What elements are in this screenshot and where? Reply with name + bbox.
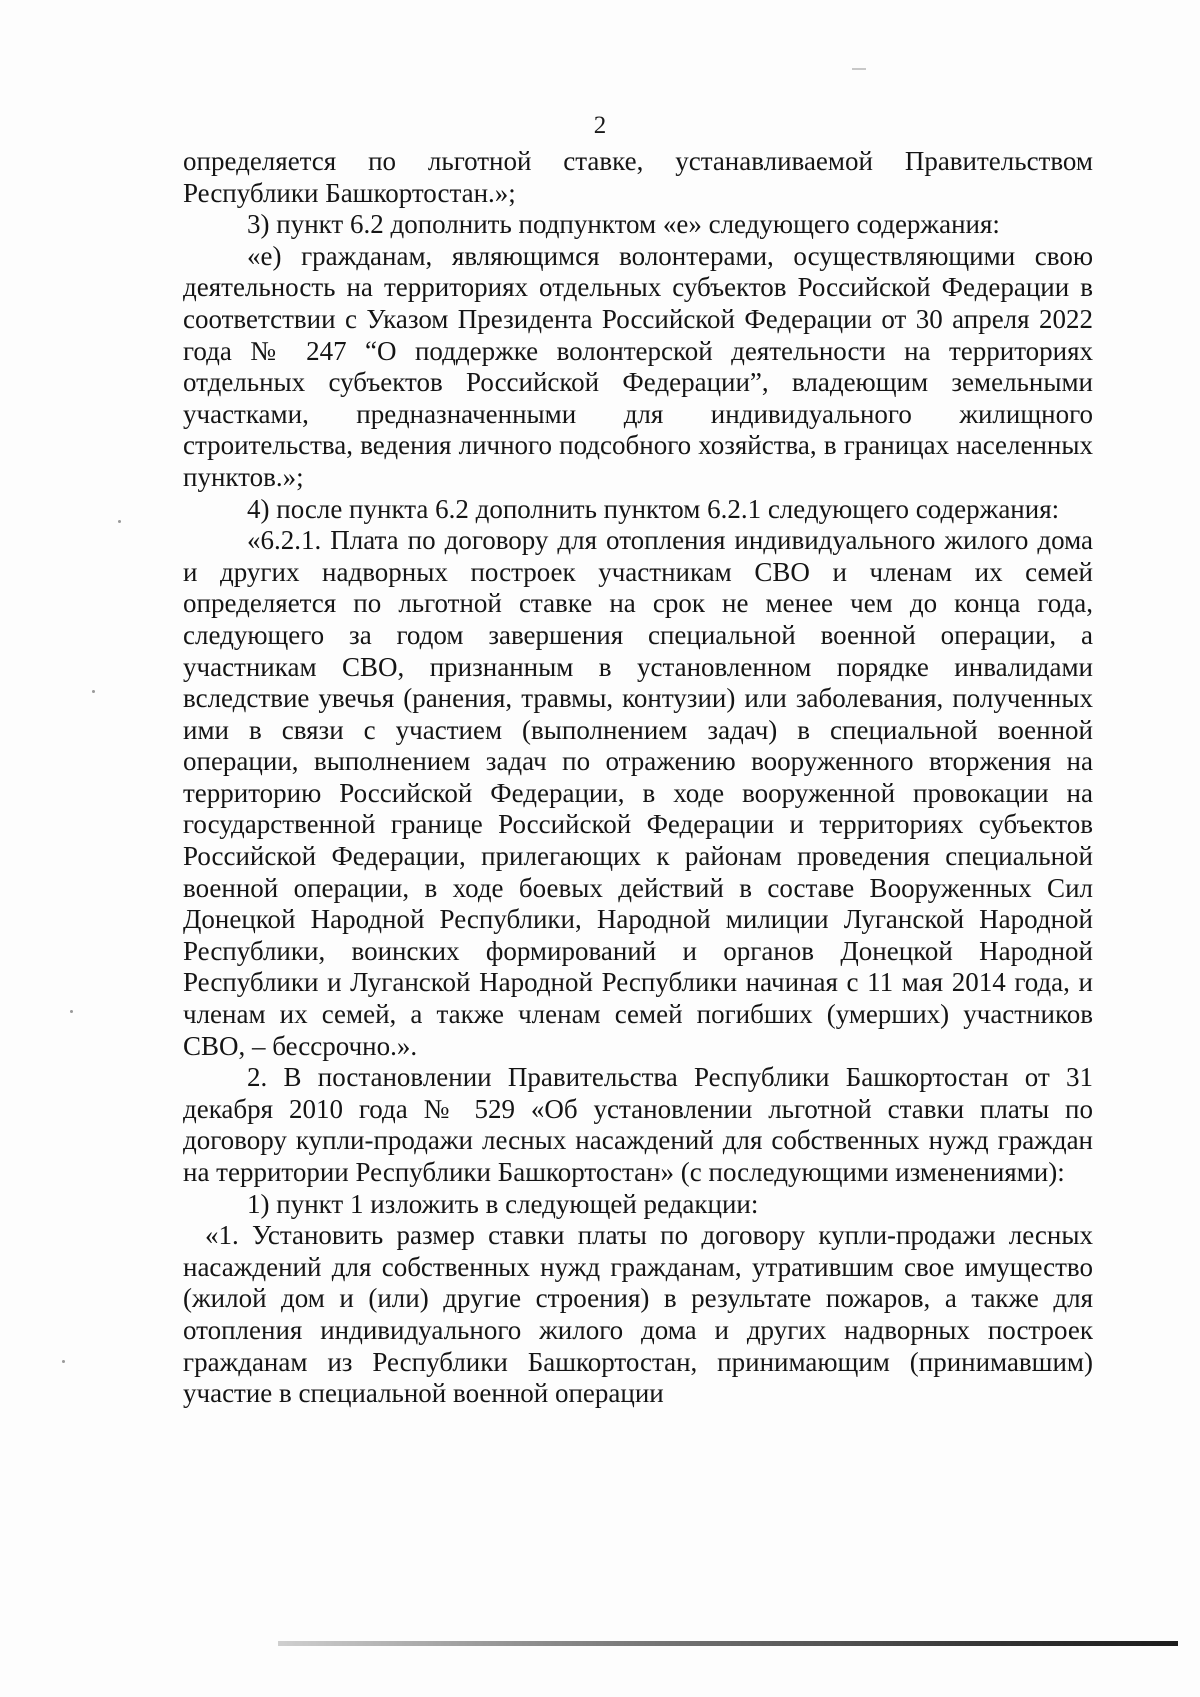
paragraph-clause-1: «1. Установить размер ставки платы по договору купли-продажи лесных насаждений для собственных нужд гражданам, утратившим свое имущество (жилой дом и (или) другие строения) в результате пожаров, а также для отопления индивидуального жилого дома и других надворных построек гражданам из Республики Башкортостан, принимающим (принимавшим) участие в специальной военной операции [183, 1220, 1093, 1409]
paragraph-subitem-e: «е) гражданам, являющимся волонтерами, осуществляющими свою деятельность на территориях отдельных субъектов Российской Федерации в соответствии с Указом Президента Российской Федерации от 30 апреля 2022 года № 247 “О поддержке волонтерской деятельности на территориях отдельных субъектов Российской Федерации”, владеющим земельными участками, предназначенными для индивидуального жилищного строительства, ведения личного подсобного хозяйства, в границах населенных пунктов.»; [183, 240, 1093, 492]
paragraph-6-2-1: «6.2.1. Плата по договору для отопления индивидуального жилого дома и других надворных построек участникам СВО и членам их семей определяется по льготной ставке на срок не менее чем до конца года, следующего за годом завершения специальной военной операции, а участникам СВО, признанным в установленном порядке инвалидами вследствие увечья (ранения, травмы, контузии) или заболевания, полученных ими в связи с участием (выполнением задач) в специальной военной операции, выполнением задач по отражению вооруженного вторжения на территорию Российской Федерации, в ходе вооруженной провокации на государственной границе Российской Федерации и территориях субъектов Российской Федерации, прилегающих к районам проведения специальной военной операции, в ходе боевых действий в составе Вооруженных Сил Донецкой Народной Республики, Народной милиции Луганской Народной Республики, воинских формирований и органов Донецкой Народной Республики и Луганской Народной Республики начиная с 11 мая 2014 года, и членам их семей, а также членам семей погибших (умерших) участников СВО, – бессрочно.». [183, 525, 1093, 1061]
scan-mark [852, 68, 866, 70]
scan-speck [118, 520, 121, 523]
scan-bottom-edge [278, 1641, 1178, 1646]
scan-speck [62, 1360, 65, 1363]
page-number: 2 [593, 112, 607, 139]
paragraph-section-2: 2. В постановлении Правительства Республики Башкортостан от 31 декабря 2010 года № 529 «Об установлении льготной ставки платы по договору купли-продажи лесных насаждений для собственных нужд граждан на территории Республики Башкортостан» (с последующими изменениями): [183, 1062, 1093, 1187]
paragraph-item-3: 3) пункт 6.2 дополнить подпунктом «е» следующего содержания: [247, 209, 1000, 240]
paragraph-continuation: определяется по льготной ставке, устанавливаемой Правительством Республики Башкортостан.»; [183, 146, 1093, 208]
paragraph-item-1: 1) пункт 1 изложить в следующей редакции: [247, 1188, 759, 1219]
paragraph-item-4: 4) после пункта 6.2 дополнить пунктом 6.2.1 следующего содержания: [247, 493, 1060, 524]
scan-speck [92, 690, 95, 693]
document-body [183, 146, 1093, 1410]
scan-speck [70, 1010, 73, 1013]
